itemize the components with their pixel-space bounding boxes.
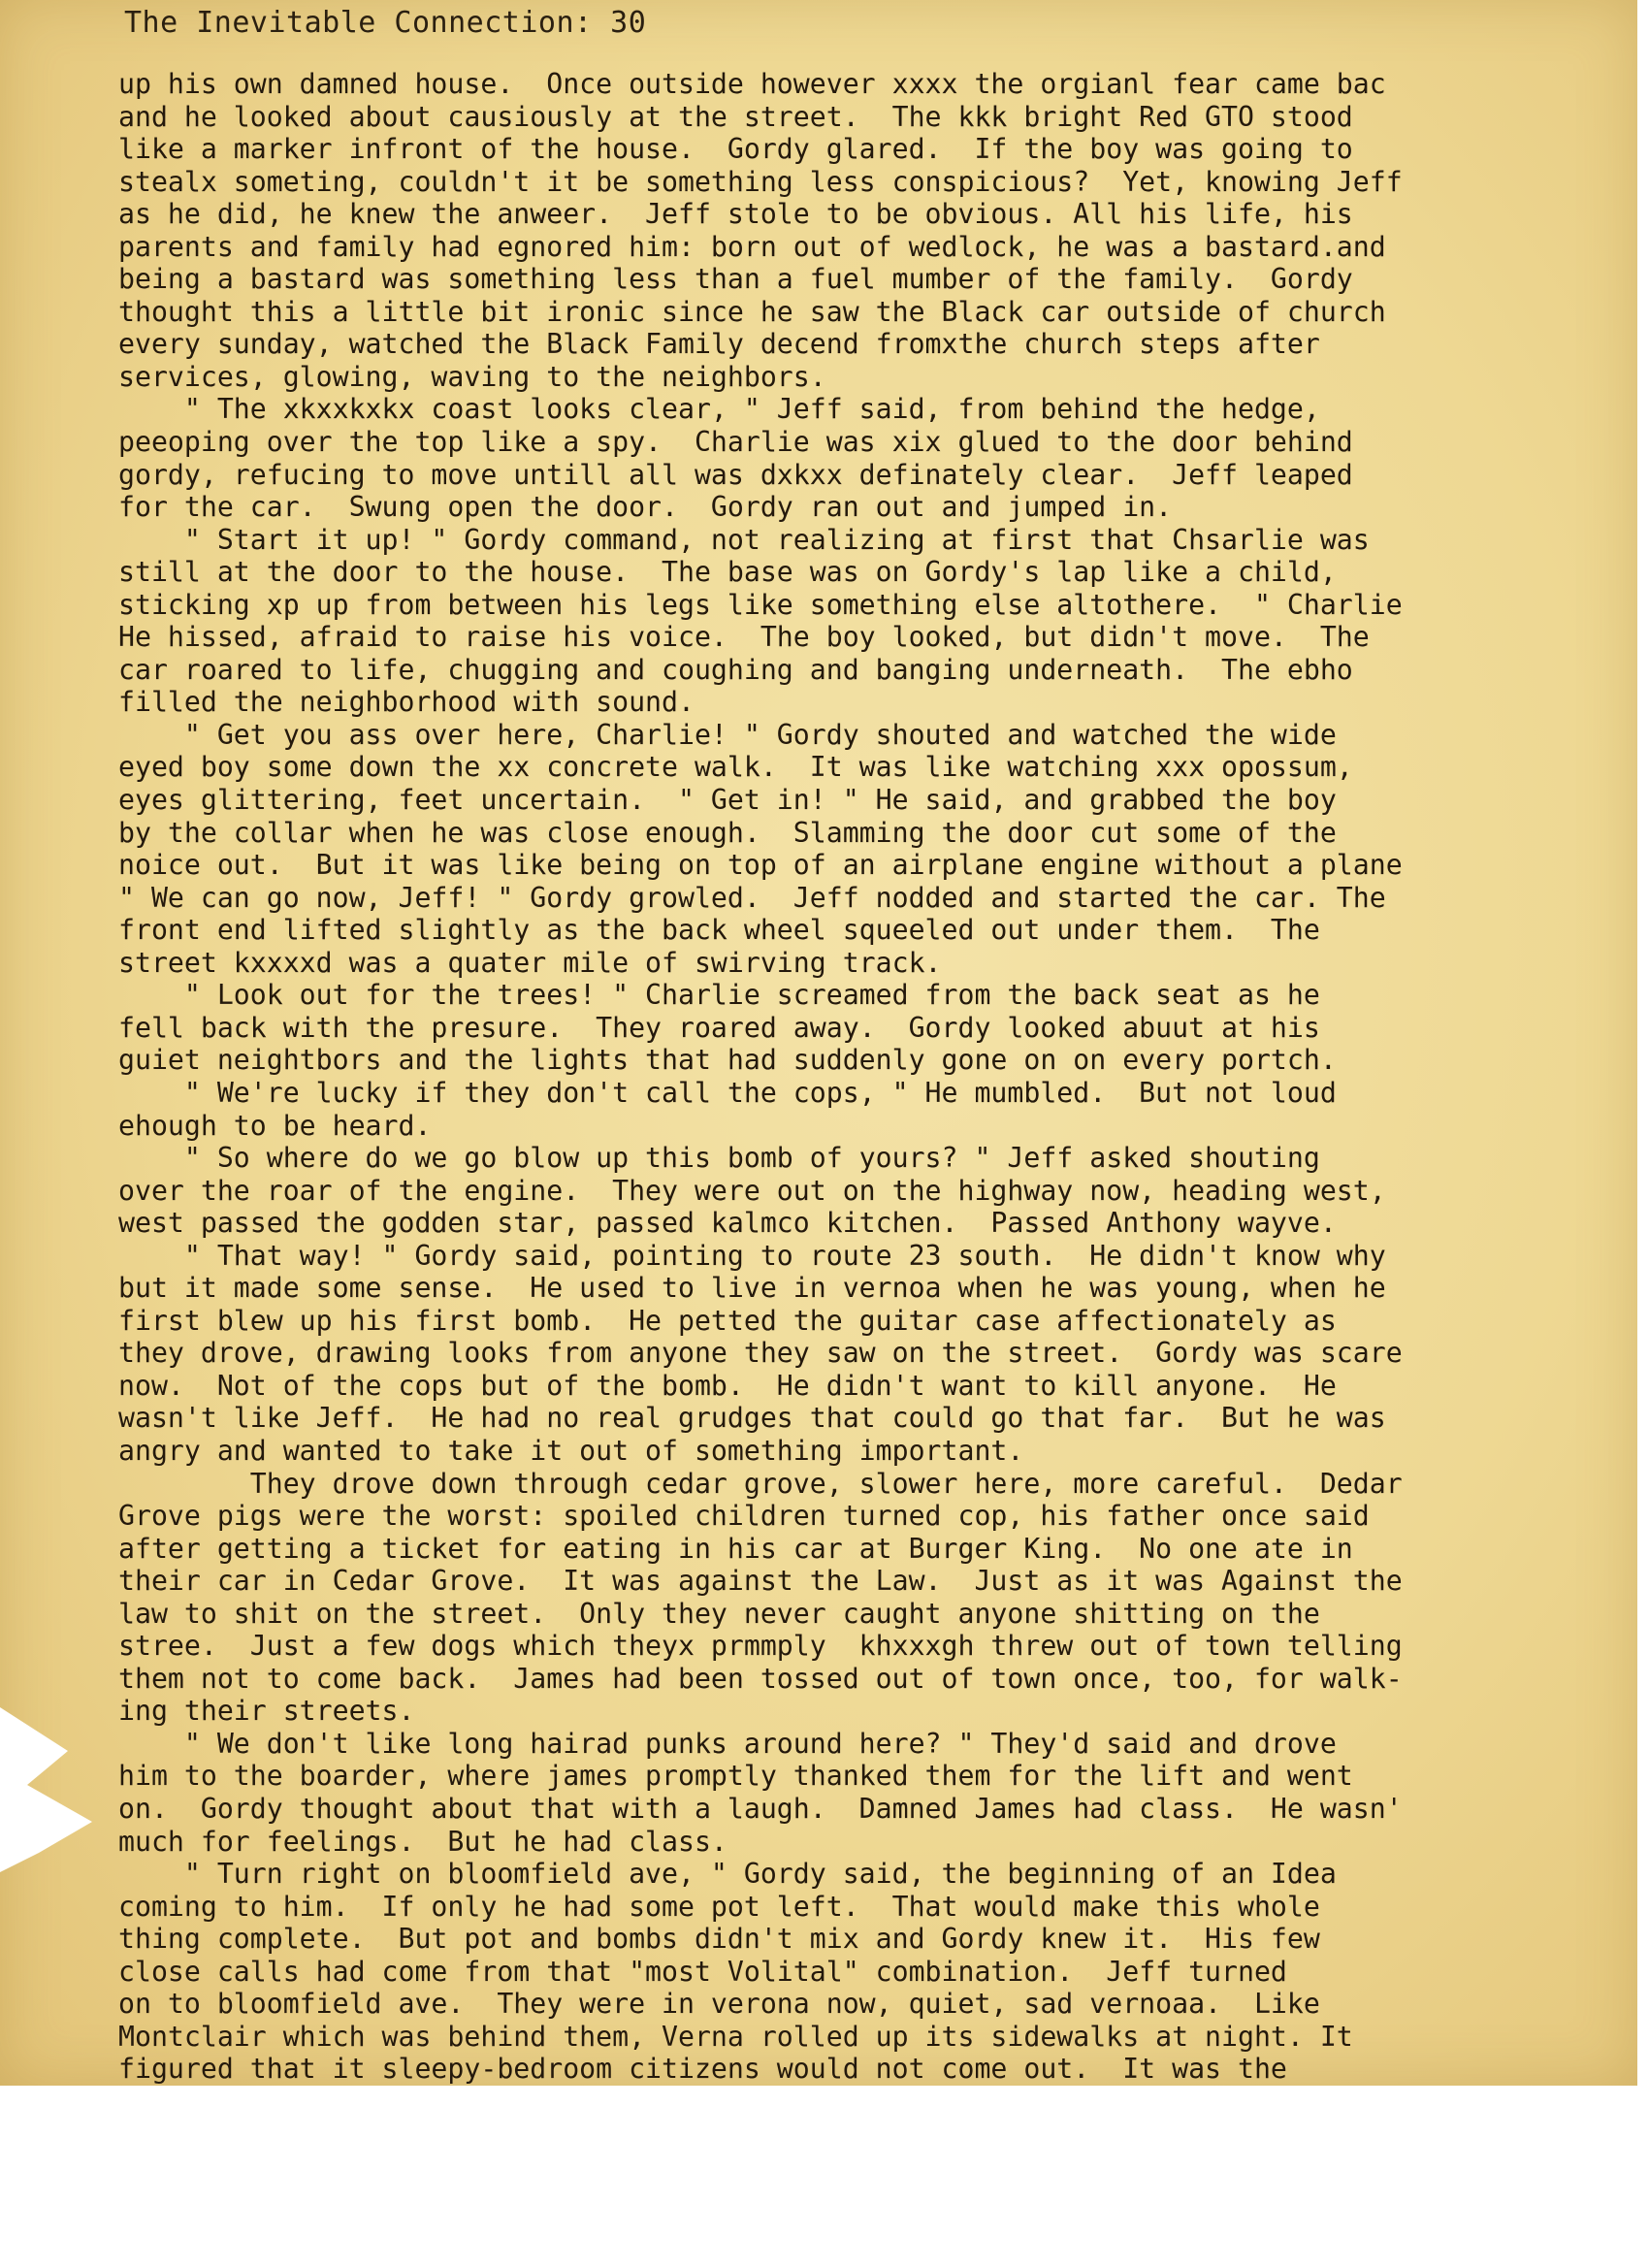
text-line: stealx someting, couldn't it be something less conspicious? Yet, knowing Jeff: [118, 165, 1403, 198]
text-line: fell back with the presure. They roared away. Gordy looked abuut at his: [118, 1011, 1320, 1044]
text-line: " We can go now, Jeff! " Gordy growled. Jeff nodded and started the car. The: [118, 881, 1386, 914]
text-line: thing complete. But pot and bombs didn't mix and Gordy knew it. His few: [118, 1923, 1320, 1956]
text-line: on to bloomfield ave. They were in verona now, quiet, sad vernoaa. Like: [118, 1988, 1320, 2021]
text-line: peeoping over the top like a spy. Charlie was xix glued to the door behind: [118, 426, 1353, 459]
text-line: ing their streets.: [118, 1695, 415, 1728]
text-line: street kxxxxd was a quater mile of swirving track.: [118, 946, 942, 979]
text-line: front end lifted slightly as the back wheel squeeled out under them. The: [118, 914, 1320, 947]
text-line: car roared to life, chugging and coughing and banging underneath. The ebho: [118, 653, 1353, 686]
text-line: " We're lucky if they don't call the cops, " He mumbled. But not loud: [118, 1076, 1337, 1109]
text-line: eyed boy some down the xx concrete walk. It was like watching xxx opossum,: [118, 751, 1353, 784]
text-line: gordy, refucing to move untill all was dxkxx definately clear. Jeff leaped: [118, 458, 1353, 491]
text-line: him to the boarder, where james promptly thanked them for the lift and went: [118, 1760, 1353, 1793]
text-line: first blew up his first bomb. He petted the guitar case affectionately as: [118, 1304, 1337, 1337]
text-line: " Look out for the trees! " Charlie screamed from the back seat as he: [118, 979, 1320, 1012]
text-line: ehough to be heard.: [118, 1109, 432, 1142]
text-line: by the collar when he was close enough. Slamming the door cut some of the: [118, 816, 1337, 849]
manuscript-body: [118, 68, 1403, 2086]
text-line: still at the door to the house. The base was on Gordy's lap like a child,: [118, 556, 1337, 589]
text-line: on. Gordy thought about that with a laugh. Damned James had class. He wasn': [118, 1792, 1403, 1825]
text-line: west passed the godden star, passed kalmco kitchen. Passed Anthony wayve.: [118, 1207, 1337, 1240]
text-line: but it made some sense. He used to live in vernoa when he was young, when he: [118, 1272, 1386, 1305]
text-line: filled the neighborhood with sound.: [118, 686, 695, 719]
text-line: Montclair which was behind them, Verna rolled up its sidewalks at night. It: [118, 2020, 1353, 2053]
text-line: close calls had come from that "most Volital" combination. Jeff turned: [118, 1955, 1287, 1988]
text-line: He hissed, afraid to raise his voice. The boy looked, but didn't move. The: [118, 621, 1370, 654]
text-line: their car in Cedar Grove. It was against the Law. Just as it was Against the: [118, 1565, 1403, 1598]
text-line: stree. Just a few dogs which theyx prmmply khxxxgh threw out of town telling: [118, 1630, 1403, 1663]
text-line: figured that it sleepy-bedroom citizens would not come out. It was the: [118, 2053, 1287, 2086]
text-line: They drove down through cedar grove, slower here, more careful. Dedar: [118, 1467, 1403, 1500]
text-line: Grove pigs were the worst: spoiled children turned cop, his father once said: [118, 1500, 1370, 1533]
text-line: for the car. Swung open the door. Gordy ran out and jumped in.: [118, 491, 1173, 524]
text-line: noice out. But it was like being on top of an airplane engine without a plane: [118, 849, 1403, 882]
text-line: after getting a ticket for eating in his car at Burger King. No one ate in: [118, 1532, 1353, 1565]
text-line: every sunday, watched the Black Family decend fromxthe church steps after: [118, 328, 1320, 361]
text-line: " That way! " Gordy said, pointing to route 23 south. He didn't know why: [118, 1239, 1386, 1272]
text-line: like a marker infront of the house. Gordy glared. If the boy was going to: [118, 133, 1353, 166]
text-line: " We don't like long hairad punks around here? " They'd said and drove: [118, 1727, 1337, 1760]
text-line: much for feelings. But he had class.: [118, 1825, 728, 1858]
text-line: sticking xp up from between his legs like something else altothere. " Charlie: [118, 588, 1403, 621]
text-line: law to shit on the street. Only they never caught anyone shitting on the: [118, 1597, 1320, 1630]
text-line: guiet neightbors and the lights that had suddenly gone on on every portch.: [118, 1044, 1337, 1077]
text-line: " So where do we go blow up this bomb of yours? " Jeff asked shouting: [118, 1142, 1320, 1175]
text-line: " Get you ass over here, Charlie! " Gordy shouted and watched the wide: [118, 718, 1337, 751]
text-line: up his own damned house. Once outside however xxxx the orgianl fear came bac: [118, 68, 1386, 100]
text-line: they drove, drawing looks from anyone they saw on the street. Gordy was scare: [118, 1337, 1403, 1370]
torn-edge: [0, 1707, 107, 1872]
text-line: " Start it up! " Gordy command, not realizing at first that Chsarlie was: [118, 523, 1370, 556]
text-line: angry and wanted to take it out of something important.: [118, 1434, 1024, 1467]
text-line: parents and family had egnored him: born out of wedlock, he was a bastard.and: [118, 230, 1386, 263]
text-line: thought this a little bit ironic since he saw the Black car outside of church: [118, 295, 1386, 328]
text-line: " The xkxxkxkx coast looks clear, " Jeff said, from behind the hedge,: [118, 393, 1320, 426]
text-line: wasn't like Jeff. He had no real grudges that could go that far. But he was: [118, 1402, 1386, 1435]
text-line: being a bastard was something less than a fuel mumber of the family. Gordy: [118, 263, 1353, 296]
text-line: as he did, he knew the anweer. Jeff stole to be obvious. All his life, his: [118, 198, 1353, 231]
page-header: The Inevitable Connection: 30: [124, 6, 647, 40]
text-line: over the roar of the engine. They were out on the highway now, heading west,: [118, 1174, 1386, 1207]
text-line: now. Not of the cops but of the bomb. He didn't want to kill anyone. He: [118, 1369, 1337, 1402]
text-line: them not to come back. James had been tossed out of town once, too, for walk-: [118, 1662, 1403, 1695]
text-line: and he looked about causiously at the street. The kkk bright Red GTO stood: [118, 100, 1353, 133]
text-line: coming to him. If only he had some pot left. That would make this whole: [118, 1890, 1320, 1923]
text-line: " Turn right on bloomfield ave, " Gordy said, the beginning of an Idea: [118, 1858, 1337, 1891]
text-line: eyes glittering, feet uncertain. " Get in! " He said, and grabbed the boy: [118, 784, 1337, 817]
text-line: services, glowing, waving to the neighbors.: [118, 360, 826, 393]
